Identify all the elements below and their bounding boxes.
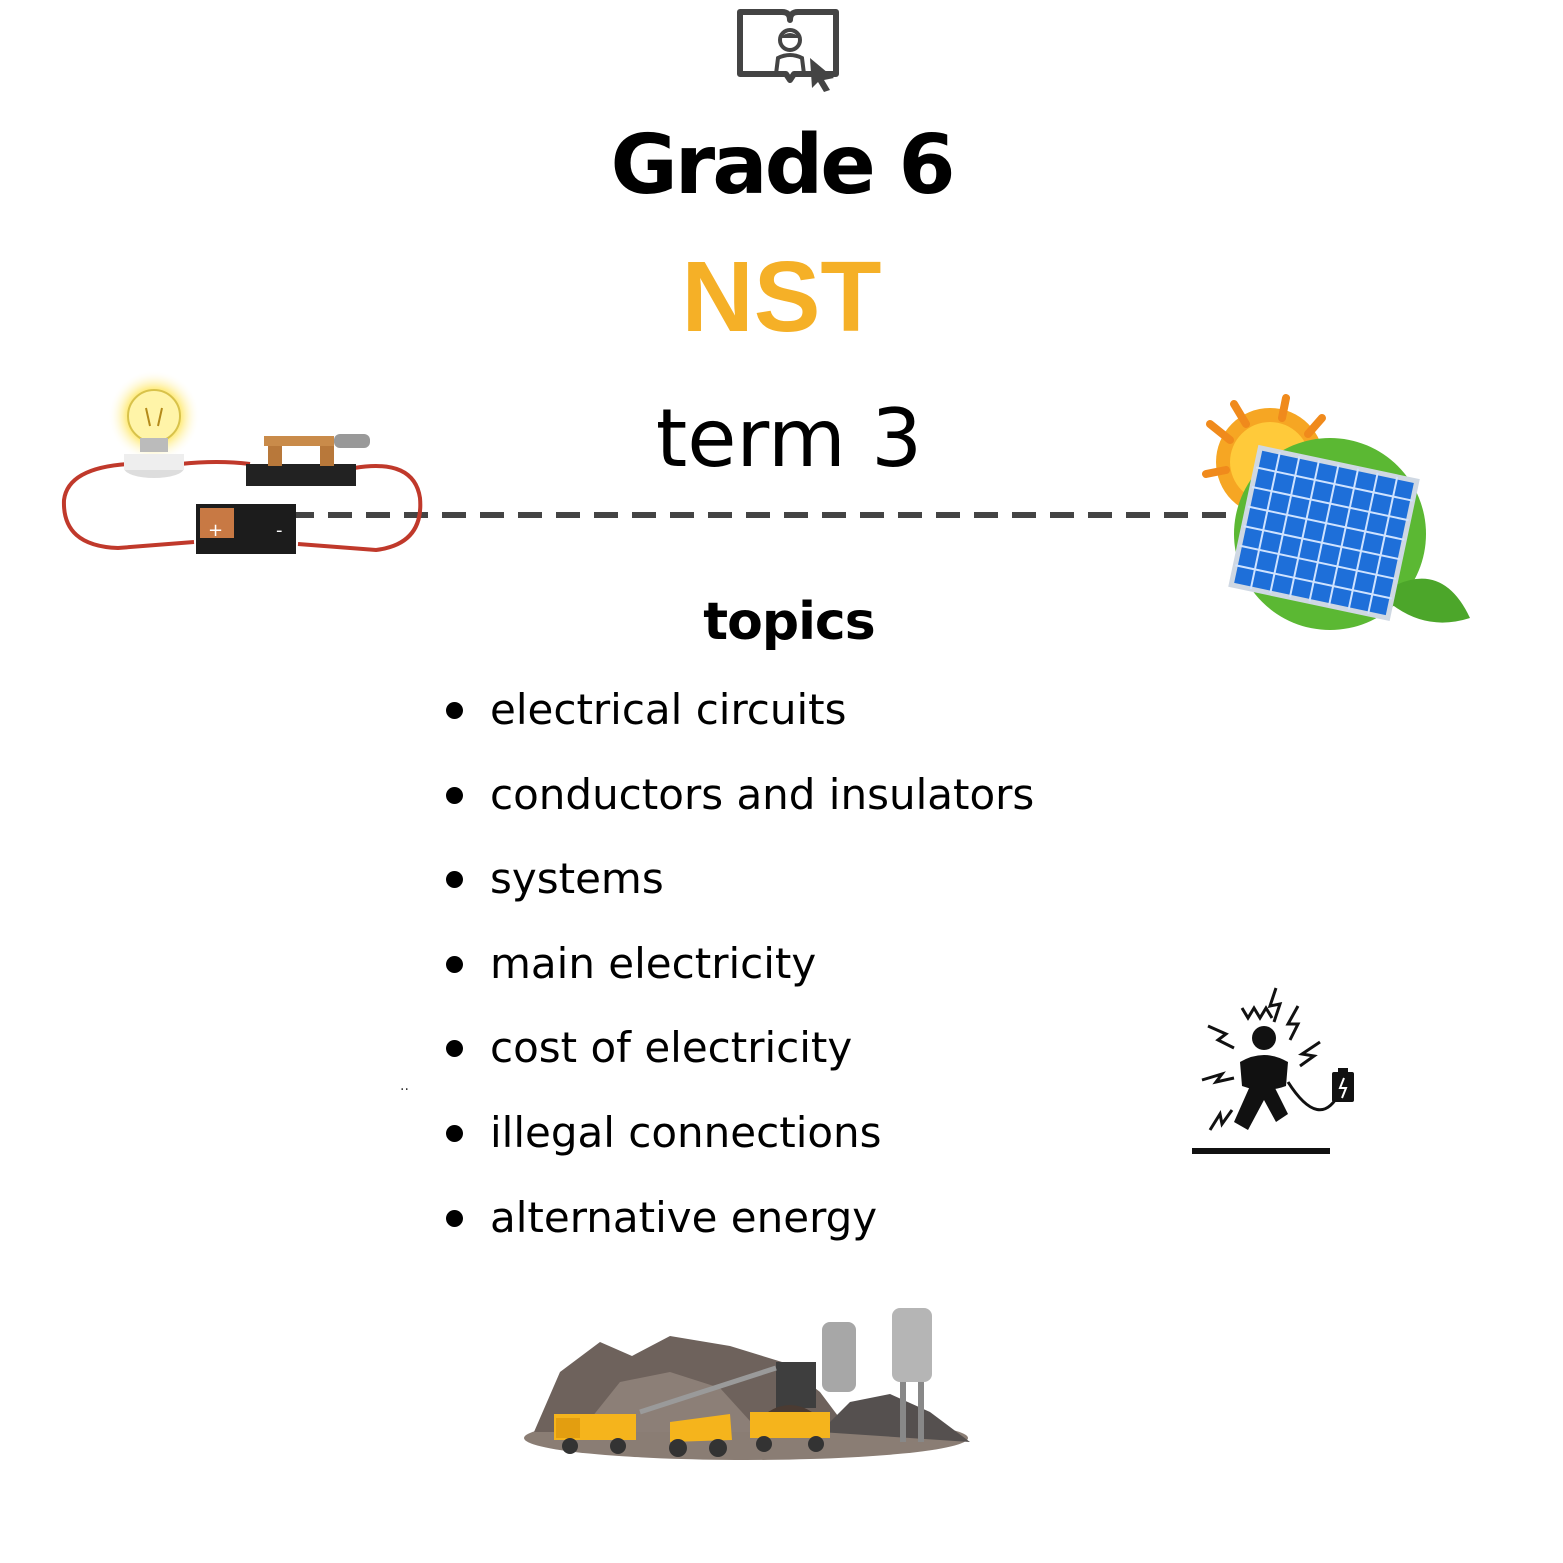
simple-circuit-illustration [58, 368, 430, 564]
topic-label: systems [490, 854, 664, 904]
topic-list [446, 680, 1034, 1272]
stray-mark: .. [400, 1078, 409, 1094]
bullet-icon [446, 871, 463, 888]
topic-label: conductors and insulators [490, 769, 1035, 819]
bullet-icon [446, 1210, 463, 1227]
list-item [446, 1018, 1034, 1103]
list-item [446, 934, 1034, 1019]
list-item [446, 1103, 1034, 1188]
list-item [446, 680, 1034, 765]
subject-title: NST [681, 241, 882, 353]
svg-text:-: - [276, 520, 283, 541]
topics-heading: topics [703, 592, 875, 652]
list-item [446, 765, 1034, 850]
list-item [446, 1188, 1034, 1273]
topic-label: main electricity [490, 938, 817, 988]
grade-title: Grade 6 [610, 118, 953, 213]
dashed-divider [290, 508, 1230, 522]
bullet-icon [446, 1040, 463, 1057]
topic-label: cost of electricity [490, 1023, 853, 1073]
topic-label: alternative energy [490, 1192, 878, 1242]
term-title: term 3 [655, 392, 923, 485]
book-reader-cursor-icon [736, 4, 844, 92]
list-item [446, 849, 1034, 934]
electric-shock-pictogram [1190, 982, 1362, 1160]
bullet-icon [446, 702, 463, 719]
coal-mine-trucks-illustration [520, 1302, 972, 1466]
svg-text:+: + [208, 520, 224, 541]
bullet-icon [446, 1125, 463, 1142]
bullet-icon [446, 956, 463, 973]
bullet-icon [446, 787, 463, 804]
topic-label: electrical circuits [490, 685, 847, 734]
topic-label: illegal connections [490, 1107, 882, 1157]
